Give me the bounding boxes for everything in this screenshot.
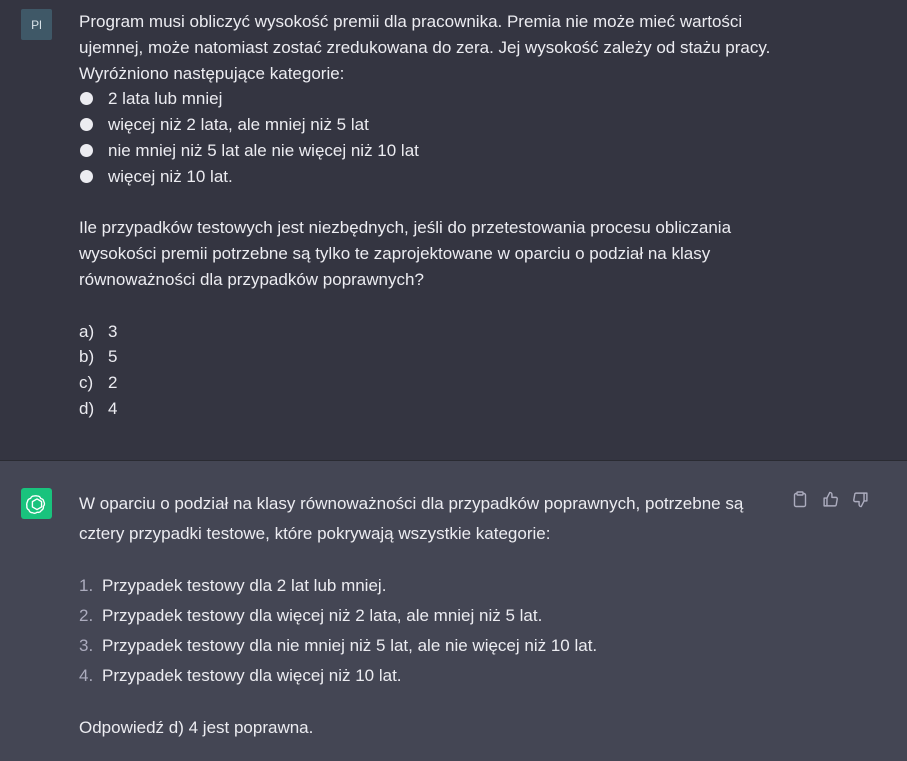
- item-number: 1.: [79, 576, 94, 595]
- option-letter: a): [79, 321, 95, 341]
- thumbs-up-icon[interactable]: [821, 490, 839, 508]
- category-label: więcej niż 10 lat.: [108, 166, 233, 186]
- category-item: [79, 86, 779, 112]
- category-item: [79, 138, 779, 164]
- item-number: 2.: [79, 606, 94, 625]
- test-case-item: [79, 571, 769, 601]
- item-number: 4.: [79, 666, 94, 685]
- bullet-icon: [80, 144, 93, 157]
- answer-option: [79, 370, 779, 396]
- user-avatar: [21, 9, 52, 40]
- answer-option: [79, 319, 779, 345]
- answer-option: [79, 344, 779, 370]
- clipboard-icon[interactable]: [791, 490, 809, 508]
- assistant-message: [0, 460, 907, 761]
- option-letter: d): [79, 398, 95, 418]
- assistant-intro: W oparciu o podział na klasy równoważności dla przypadków poprawnych, potrzebne są cztery przypadki testowe, które pokrywają wszystkie kategorie:: [79, 494, 744, 543]
- item-text: Przypadek testowy dla więcej niż 2 lata, ale mniej niż 5 lat.: [102, 606, 543, 625]
- user-question: Ile przypadków testowych jest niezbędnych, jeśli do przetestowania procesu obliczania wysokości premii potrzebne są tylko te zaprojektowane w oparciu o podział na klasy równoważności dla przypadków poprawnych?: [79, 218, 732, 289]
- item-number: 3.: [79, 636, 94, 655]
- category-label: więcej niż 2 lata, ale mniej niż 5 lat: [108, 115, 369, 135]
- test-case-item: [79, 601, 769, 631]
- test-case-item: [79, 661, 769, 691]
- item-text: Przypadek testowy dla więcej niż 10 lat.: [102, 666, 402, 685]
- bullet-icon: [80, 170, 93, 183]
- item-text: Przypadek testowy dla nie mniej niż 5 lat, ale nie więcej niż 10 lat.: [102, 636, 598, 655]
- option-value: 2: [108, 373, 118, 393]
- answer-option: [79, 396, 779, 422]
- test-case-list: [79, 571, 769, 691]
- category-item: [79, 164, 779, 190]
- user-intro: Program musi obliczyć wysokość premii dla pracownika. Premia nie może mieć wartości ujemnej, może natomiast zostać zredukowana do zera. Jej wysokość zależy od stażu pracy. Wyróżniono następujące kategorie:: [79, 12, 771, 83]
- answer-options: [79, 319, 779, 422]
- bullet-icon: [80, 118, 93, 131]
- category-label: 2 lata lub mniej: [108, 89, 223, 109]
- option-value: 5: [108, 347, 118, 367]
- category-list: [79, 86, 779, 189]
- thumbs-down-icon[interactable]: [851, 490, 869, 508]
- test-case-item: [79, 631, 769, 661]
- option-value: 4: [108, 398, 118, 418]
- bullet-icon: [80, 92, 93, 105]
- user-message-content: [79, 9, 779, 422]
- item-text: Przypadek testowy dla 2 lat lub mniej.: [102, 576, 387, 595]
- category-label: nie mniej niż 5 lat ale nie więcej niż 10 lat: [108, 140, 419, 160]
- option-value: 3: [108, 321, 118, 341]
- option-letter: b): [79, 347, 95, 367]
- assistant-conclusion: Odpowiedź d) 4 jest poprawna.: [79, 718, 314, 737]
- option-letter: c): [79, 373, 94, 393]
- assistant-message-content: [79, 489, 769, 743]
- user-avatar-initials: Pl: [31, 17, 42, 32]
- message-actions: [791, 490, 869, 508]
- openai-logo-icon: [21, 488, 52, 519]
- category-item: [79, 112, 779, 138]
